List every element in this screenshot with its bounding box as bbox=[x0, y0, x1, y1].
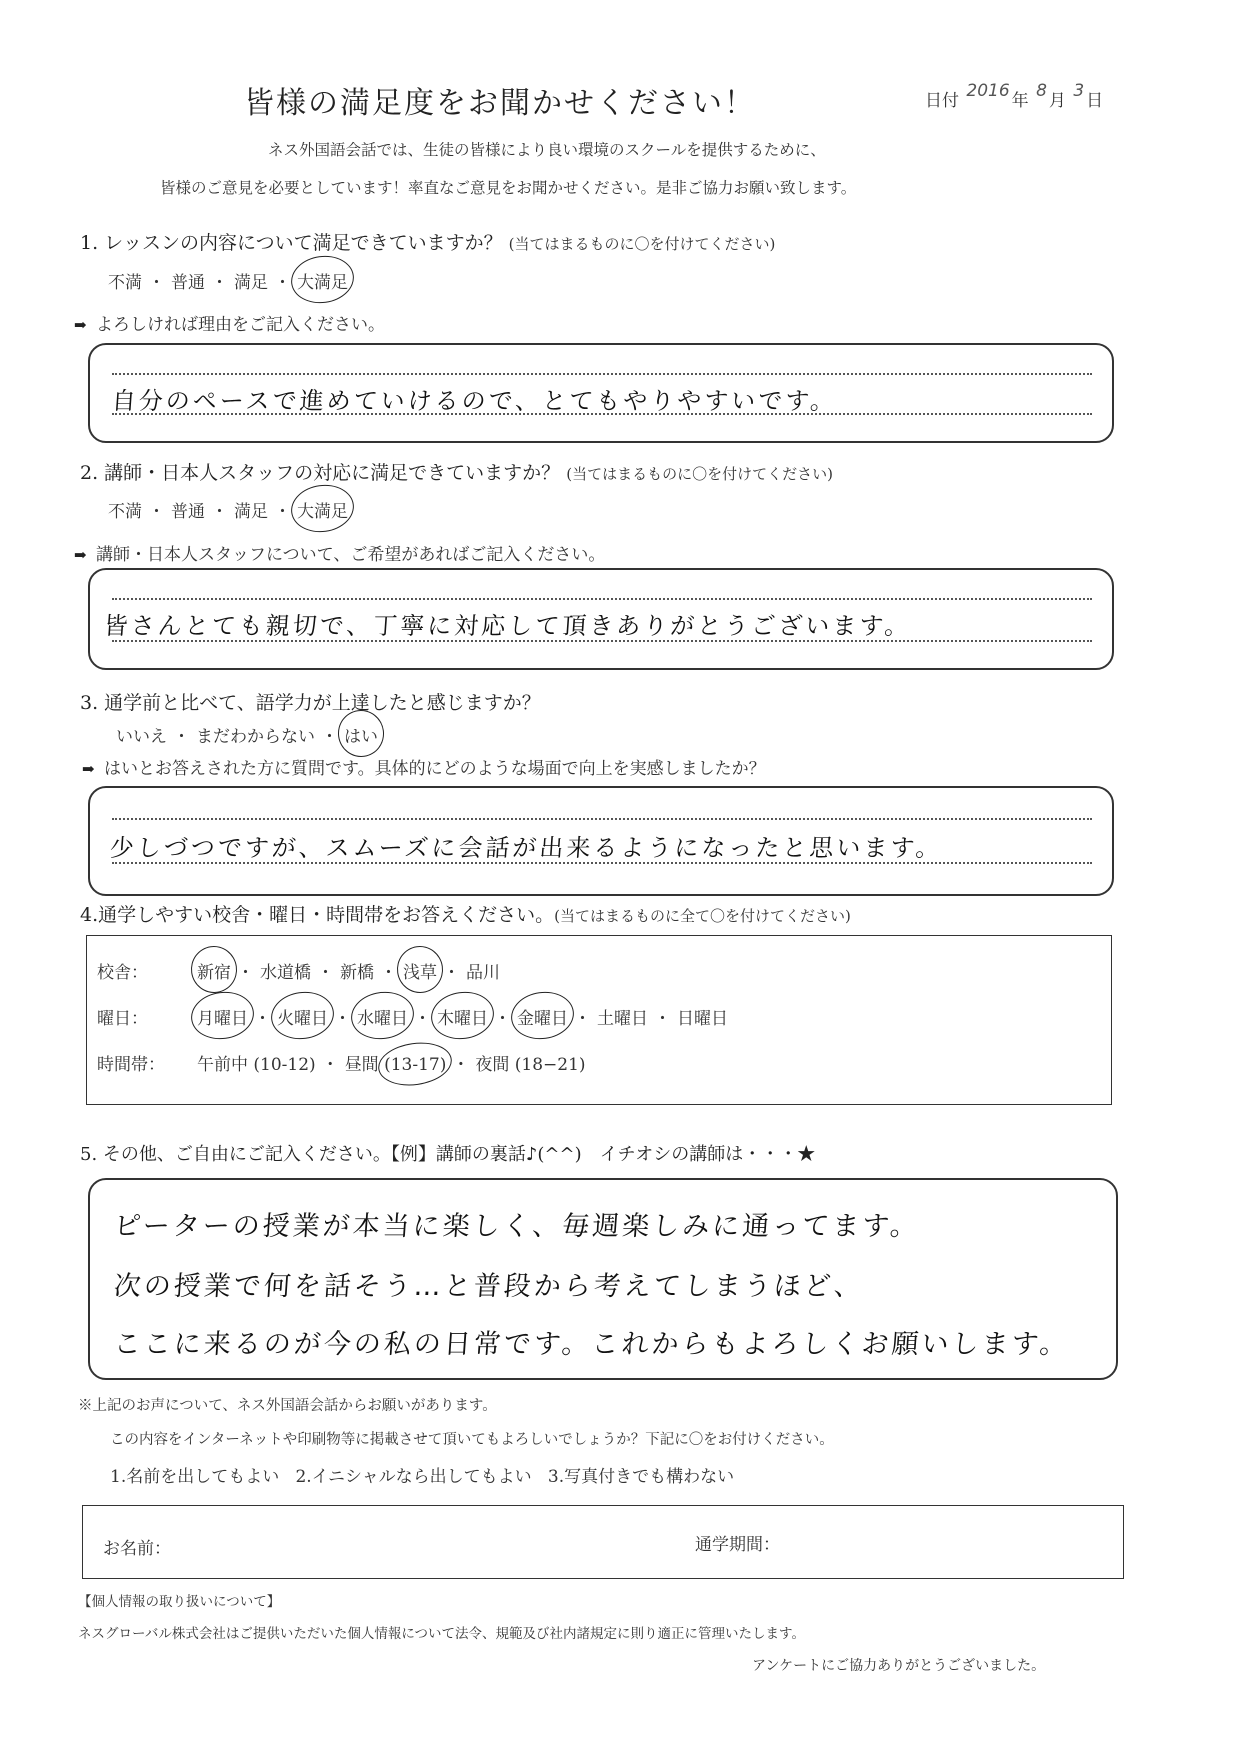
arrow-right-icon: ➡ bbox=[82, 760, 95, 778]
times-label: 時間帯： bbox=[97, 1055, 165, 1075]
q3-option-selected[interactable]: はい bbox=[344, 722, 378, 747]
date-year-value[interactable]: 2016 bbox=[966, 81, 1010, 101]
consent-option[interactable]: 1.名前を出してもよい bbox=[110, 1467, 280, 1487]
day-option-checked[interactable]: 金曜日 bbox=[517, 1004, 568, 1029]
q2-option[interactable]: 満足 bbox=[234, 502, 268, 522]
q3-prompt-text: はいとお答えされた方に質問です。具体的にどのような場面で向上を実感しましたか？ bbox=[104, 759, 766, 779]
q2-question-text: 2. 講師・日本人スタッフの対応に満足できていますか？ bbox=[80, 462, 561, 484]
school-option[interactable]: 新橋 bbox=[340, 963, 374, 983]
q1-question-text: 1. レッスンの内容について満足できていますか？ bbox=[80, 232, 503, 254]
school-option[interactable]: 水道橋 bbox=[260, 963, 311, 983]
consent-option[interactable]: 2.イニシャルなら出してもよい bbox=[295, 1467, 532, 1487]
q1-answer-box[interactable] bbox=[88, 343, 1114, 443]
day-option-checked[interactable]: 火曜日 bbox=[277, 1004, 328, 1029]
q1-note: (当てはまるものに〇を付けてください) bbox=[508, 235, 776, 253]
survey-title: 皆様の満足度をお聞かせください！ bbox=[244, 86, 756, 121]
q4-question bbox=[80, 900, 851, 927]
q5-answer-box[interactable] bbox=[88, 1178, 1118, 1380]
q2-note: (当てはまるものに〇を付けてください) bbox=[566, 465, 833, 483]
q4-note: (当てはまるものに全て〇を付けてください) bbox=[554, 907, 851, 925]
time-option-range: (13-17) bbox=[384, 1055, 447, 1075]
q2-prompt bbox=[74, 540, 605, 565]
q1-option[interactable]: 不満 bbox=[108, 273, 142, 293]
q2-answer: 皆さんとても親切で、丁寧に対応して頂きありがとうございます。 bbox=[102, 612, 913, 640]
date-year-unit: 年 bbox=[1011, 91, 1029, 111]
day-option-checked[interactable]: 木曜日 bbox=[437, 1004, 488, 1029]
q2-prompt-text: 講師・日本人スタッフについて、ご希望があればご記入ください。 bbox=[96, 545, 606, 565]
name-label: お名前： bbox=[103, 1539, 171, 1559]
q1-option[interactable]: 満足 bbox=[234, 273, 268, 293]
period-field[interactable] bbox=[695, 1530, 780, 1555]
privacy-text: ネスグローバル株式会社はご提供いただいた個人情報について法令、規範及び社内諸規定に則り適正に管理いたします。 bbox=[78, 1626, 805, 1642]
q2-option[interactable]: 不満 bbox=[108, 502, 142, 522]
q2-question bbox=[80, 458, 833, 485]
arrow-right-icon: ➡ bbox=[74, 316, 87, 334]
date-day-value[interactable]: 3 bbox=[1073, 81, 1085, 101]
date-day-unit: 日 bbox=[1086, 91, 1104, 111]
time-option-name: 昼間 bbox=[344, 1055, 379, 1075]
q2-option[interactable]: 普通 bbox=[171, 502, 205, 522]
privacy-heading: 【個人情報の取り扱いについて】 bbox=[78, 1594, 281, 1610]
schools-row: 校舎： 新宿 ・ 水道橋 ・ 新橋 ・ 浅草 ・ 品川 bbox=[97, 958, 500, 983]
consent-line-2: この内容をインターネットや印刷物等に掲載させて頂いてもよろしいでしょうか？下記に〇をお付けください。 bbox=[110, 1432, 834, 1448]
time-option[interactable] bbox=[197, 1055, 316, 1075]
q4-preferences-box bbox=[86, 935, 1112, 1105]
intro-line-1: ネス外国語会話では、生徒の皆様により良い環境のスクールを提供するために、 bbox=[268, 141, 826, 159]
dotted-rule bbox=[112, 373, 1092, 375]
q3-options: いいえ ・ まだわからない ・ はい bbox=[116, 722, 378, 747]
intro-line-2: 皆様のご意見を必要としています！率直なご意見をお聞かせください。是非ご協力お願い致します。 bbox=[160, 179, 857, 197]
q3-question: 3. 通学前と比べて、語学力が上達したと感じますか？ bbox=[80, 692, 541, 714]
time-option-range: (10-12) bbox=[253, 1055, 316, 1075]
q2-option-selected[interactable]: 大満足 bbox=[297, 497, 348, 522]
time-option-range: (18−21) bbox=[514, 1055, 586, 1075]
q3-answer: 少しづつですが、スムーズに会話が出来るようになったと思います。 bbox=[108, 834, 944, 862]
q1-options: 不満 ・ 普通 ・ 満足 ・ 大満足 bbox=[108, 268, 348, 293]
consent-option[interactable]: 3.写真付きでも構わない bbox=[547, 1467, 735, 1487]
dotted-rule bbox=[112, 598, 1092, 600]
q1-option-selected[interactable]: 大満足 bbox=[297, 268, 348, 293]
day-option-checked[interactable]: 月曜日 bbox=[197, 1004, 248, 1029]
arrow-right-icon: ➡ bbox=[74, 546, 87, 564]
schools-label: 校舎： bbox=[97, 963, 148, 983]
thanks-text: アンケートにご協力ありがとうございました。 bbox=[752, 1658, 1046, 1674]
date-field bbox=[925, 81, 1104, 111]
day-option[interactable]: 土曜日 bbox=[597, 1009, 648, 1029]
school-option-checked[interactable]: 浅草 bbox=[403, 958, 437, 983]
time-option[interactable] bbox=[475, 1055, 585, 1075]
q1-question bbox=[80, 228, 775, 255]
days-row: 曜日： 月曜日 ・ 火曜日 ・ 水曜日 ・ 木曜日 ・ 金曜日 ・ 土曜日 ・ 日曜日 bbox=[97, 1004, 728, 1029]
q5-answer-line: ピーターの授業が本当に楽しく、毎週楽しみに通ってます。 bbox=[112, 1211, 922, 1242]
date-month-unit: 月 bbox=[1048, 91, 1066, 111]
time-option-name: 午前中 bbox=[197, 1055, 248, 1075]
q3-option[interactable]: まだわからない bbox=[196, 727, 315, 747]
school-option-checked[interactable]: 新宿 bbox=[197, 958, 231, 983]
q1-prompt-text: よろしければ理由をご記入ください。 bbox=[96, 315, 385, 335]
period-label: 通学期間： bbox=[695, 1535, 780, 1555]
days-label: 曜日： bbox=[97, 1009, 148, 1029]
q4-question-text: 4.通学しやすい校舎・曜日・時間帯をお答えください。 bbox=[80, 904, 555, 926]
consent-options bbox=[110, 1462, 734, 1487]
time-option-name: 夜間 bbox=[475, 1055, 510, 1075]
day-option-checked[interactable]: 水曜日 bbox=[357, 1004, 408, 1029]
q3-prompt bbox=[82, 754, 766, 779]
q3-option[interactable]: いいえ bbox=[116, 727, 167, 747]
q1-option[interactable]: 普通 bbox=[171, 273, 205, 293]
q5-answer-line: ここに来るのが今の私の日常です。これからもよろしくお願いします。 bbox=[112, 1329, 1071, 1360]
time-option-checked[interactable] bbox=[345, 1055, 447, 1075]
name-period-box bbox=[82, 1505, 1124, 1579]
q2-options: 不満 ・ 普通 ・ 満足 ・ 大満足 bbox=[108, 497, 348, 522]
dotted-rule bbox=[112, 818, 1092, 820]
q3-answer-box[interactable] bbox=[88, 786, 1114, 896]
name-field[interactable] bbox=[103, 1534, 171, 1559]
date-month-value[interactable]: 8 bbox=[1036, 81, 1047, 101]
q5-question: 5. その他、ご自由にご記入ください。【例】講師の裏話♪(^^) イチオシの講師は・・・★ bbox=[80, 1144, 816, 1165]
day-option[interactable]: 日曜日 bbox=[677, 1009, 728, 1029]
q5-answer-line: 次の授業で何を話そう…と普段から考えてしまうほど、 bbox=[112, 1271, 865, 1302]
date-label: 日付 bbox=[925, 91, 959, 111]
school-option[interactable]: 品川 bbox=[466, 963, 500, 983]
consent-line-1: ※上記のお声について、ネス外国語会話からお願いがあります。 bbox=[78, 1398, 497, 1414]
q1-answer: 自分のペースで進めていけるので、とてもやりやすいです。 bbox=[110, 387, 839, 415]
q2-answer-box[interactable] bbox=[88, 568, 1114, 670]
q1-prompt bbox=[74, 310, 385, 335]
times-row: 時間帯： 午前中 (10-12) ・ 昼間 (13-17) ・ 夜間 (18−21) bbox=[97, 1050, 586, 1075]
